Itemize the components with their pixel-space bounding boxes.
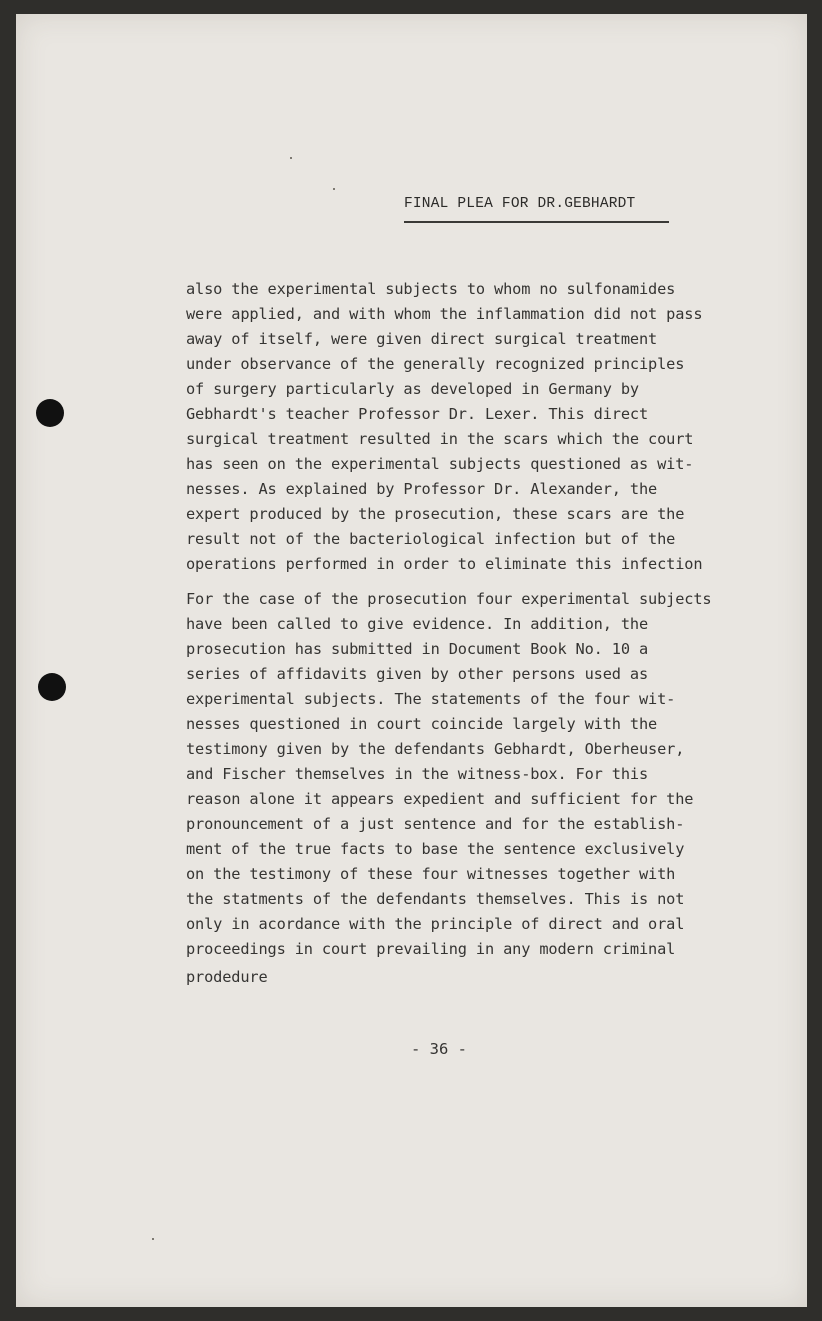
text-line: were applied, and with whom the inflammation did not pass [186,305,703,323]
text-line: prodedure [186,968,268,986]
text-line: For the case of the prosecution four experimental subjects [186,590,712,608]
header-underline [404,221,669,223]
text-line: ment of the true facts to base the sentence exclusively [186,840,685,858]
text-line: have been called to give evidence. In addition, the [186,615,649,633]
text-line: and Fischer themselves in the witness-box. For this [186,765,649,783]
punch-hole-upper [36,399,64,427]
paper-speck [333,188,335,190]
text-line: series of affidavits given by other persons used as [186,665,649,683]
text-line: prosecution has submitted in Document Book No. 10 a [186,640,649,658]
punch-hole-lower [38,673,66,701]
text-line: nesses. As explained by Professor Dr. Alexander, the [186,480,658,498]
page-number: - 36 - [411,1040,467,1058]
paper-speck [290,157,292,159]
document-header: FINAL PLEA FOR DR.GEBHARDT [404,196,636,212]
text-line: surgical treatment resulted in the scars which the court [186,430,694,448]
text-line: pronouncement of a just sentence and for the establish- [186,815,685,833]
text-line: only in acordance with the principle of direct and oral [186,915,685,933]
text-line: experimental subjects. The statements of the four wit- [186,690,676,708]
text-line: result not of the bacteriological infection but of the [186,530,676,548]
text-line: testimony given by the defendants Gebhardt, Oberheuser, [186,740,685,758]
text-line: also the experimental subjects to whom no sulfonamides [186,280,676,298]
text-line: proceedings in court prevailing in any modern criminal [186,940,676,958]
text-line: on the testimony of these four witnesses together with [186,865,676,883]
text-line: the statments of the defendants themselves. This is not [186,890,685,908]
text-line: of surgery particularly as developed in Germany by [186,380,639,398]
text-line: has seen on the experimental subjects questioned as wit- [186,455,694,473]
text-line: reason alone it appears expedient and sufficient for the [186,790,694,808]
text-line: expert produced by the prosecution, these scars are the [186,505,685,523]
text-line: away of itself, were given direct surgical treatment [186,330,658,348]
text-line: nesses questioned in court coincide largely with the [186,715,658,733]
text-line: under observance of the generally recognized principles [186,355,685,373]
paper-speck [152,1238,154,1240]
text-line: Gebhardt's teacher Professor Dr. Lexer. This direct [186,405,649,423]
text-line: operations performed in order to eliminate this infection [186,555,703,573]
